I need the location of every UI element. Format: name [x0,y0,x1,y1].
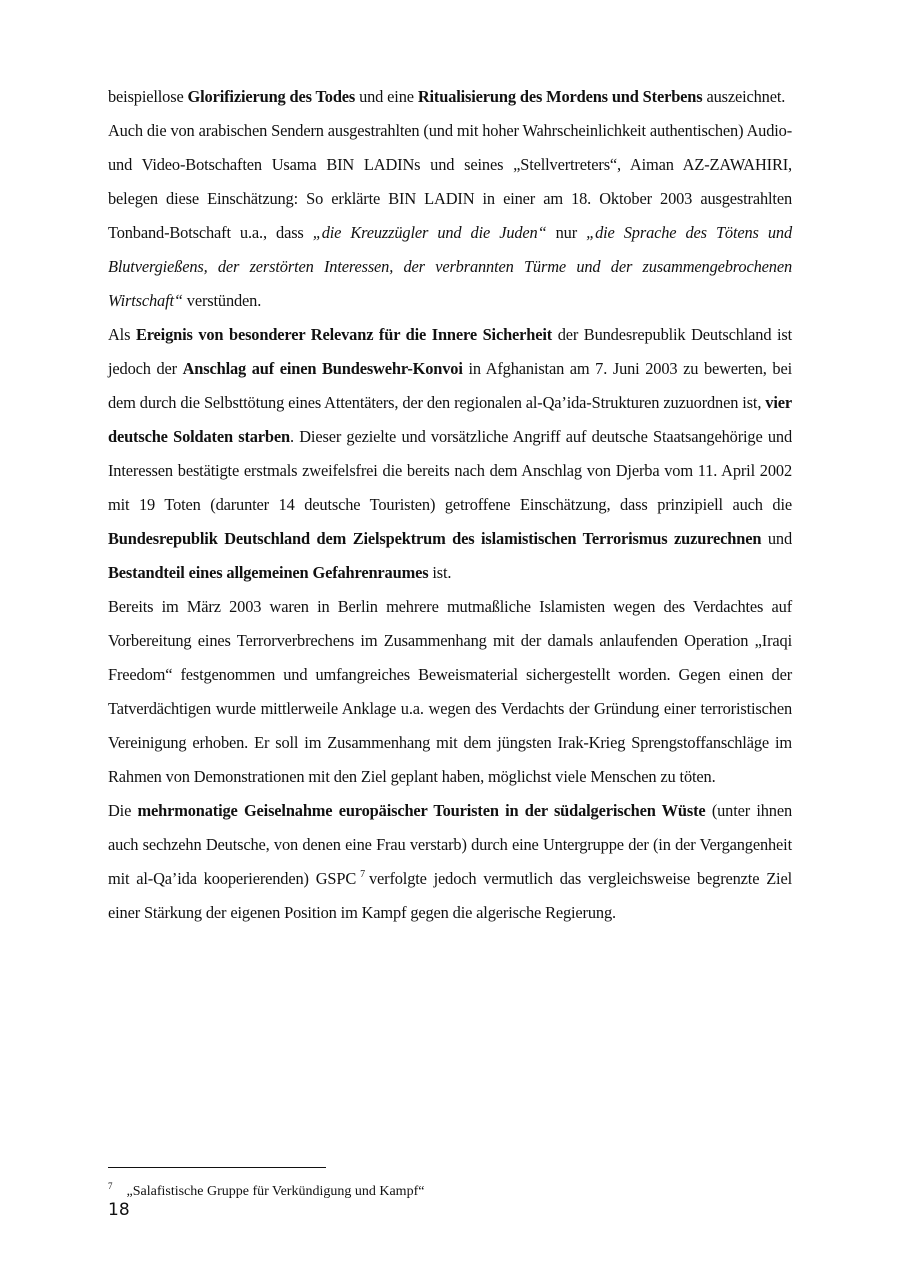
bold-phrase: Ritualisierung des Mordens und Sterbens [417,87,703,106]
paragraph [108,114,792,318]
bold-phrase: Bestandteil eines allgemeinen Gefahrenraumes [108,563,429,582]
footnote-reference[interactable]: 7 [360,869,365,880]
text-run: beispiellose [108,87,188,106]
text-run: verfolgte jedoch vermutlich das vergleichsweise begrenzte Ziel einer Stärkung der eigenen Position im Kampf gegen die algerische Regierung. [108,869,792,922]
bold-phrase: Ereignis von besonderer Relevanz für die Innere Sicherheit [135,325,553,344]
text-run: (unter ihnen auch sechzehn Deutsche, von denen eine Frau verstarb) durch eine Untergruppe der (in der Vergangenheit mit al-Qa’ida kooperierenden) GSPC [108,801,792,888]
text-run: auszeichnet. [702,87,786,106]
text-run: und [761,529,792,548]
bold-phrase: mehrmonatige Geiselnahme europäischer Touristen in der südalgerischen Wüste [137,801,706,820]
text-run: nur [546,223,587,242]
text-run: in Afghanistan am 7. Juni 2003 zu bewerten, bei dem durch die Selbsttötung eines Attentäters, der den regionalen al-Qa’ida-Strukturen zuzuordnen ist, [108,359,792,412]
paragraph [108,318,792,590]
bold-phrase: Glorifizierung des Todes [187,87,356,106]
page-number: 18 [108,1200,130,1220]
text-run: Als [108,325,136,344]
paragraph [108,590,792,794]
text-run: und eine [355,87,418,106]
document-body [108,80,792,930]
text-run: Auch die von arabischen Sendern ausgestrahlten (und mit hoher Wahrscheinlichkeit authentischen) Audio- und Video-Botschaften Usama BIN LADINs und seines „Stellvertreters“, Aiman AZ-ZAWAHIRI, belegen diese Einschätzung: So erklärte BIN LADIN in einer am 18. Oktober 2003 ausgestrahlten Tonband-Botschaft u.a., dass [108,121,792,242]
text-run: der Bundesrepublik Deutschland ist jedoch der [108,325,793,378]
bold-phrase: Bundesrepublik Deutschland dem Zielspektrum des islamistischen Terrorismus zuzurechnen [108,529,762,548]
footnote-number: 7 [108,1181,113,1191]
text-run: ist. [428,563,452,582]
text-run: Bereits im März 2003 waren in Berlin mehrere mutmaßliche Islamisten wegen des Verdachtes auf Vorbereitung eines Terrorverbrechens im Zusammenhang mit der damals anlaufenden Operation „Iraqi Freedom“ festgenommen und umfangreiches Beweismaterial sichergestellt worden. Gegen einen der Tatverdächtigen wurde mittlerweile Anklage u.a. wegen des Verdachts der Gründung einer terroristischen Vereinigung erhoben. Er soll im Zusammenhang mit dem jüngsten Irak-Krieg Sprengstoffanschläge im Rahmen von Demonstrationen mit den Ziel geplant haben, möglichst viele Menschen zu töten. [108,597,792,786]
text-run: verstünden. [182,291,262,310]
paragraph [108,80,792,114]
footnote [108,1177,792,1201]
text-run: . Dieser gezielte und vorsätzliche Angriff auf deutsche Staatsangehörige und Interessen bestätigte erstmals zweifelsfrei die bereits nach dem Anschlag von Djerba vom 11. April 2002 mit 19 Toten (darunter 14 deutsche Touristen) getroffene Einschätzung, dass prinzipiell auch die [108,427,793,514]
quotation: „die Kreuzzügler und die Juden“ [312,223,547,242]
paragraph [108,794,792,930]
text-run: Die [108,801,138,820]
bold-phrase: Anschlag auf einen Bundeswehr-Konvoi [182,359,463,378]
bold-phrase: vier deutsche Soldaten starben [108,393,792,446]
footnote-separator [108,1167,326,1168]
footnote-text: „Salafistische Gruppe für Verkündigung und Kampf“ [126,1184,425,1199]
quotation: „die Sprache des Tötens und Blutvergießens, der zerstörten Interessen, der verbrannten Türme und der zusammengebrochenen Wirtschaft“ [108,223,793,310]
